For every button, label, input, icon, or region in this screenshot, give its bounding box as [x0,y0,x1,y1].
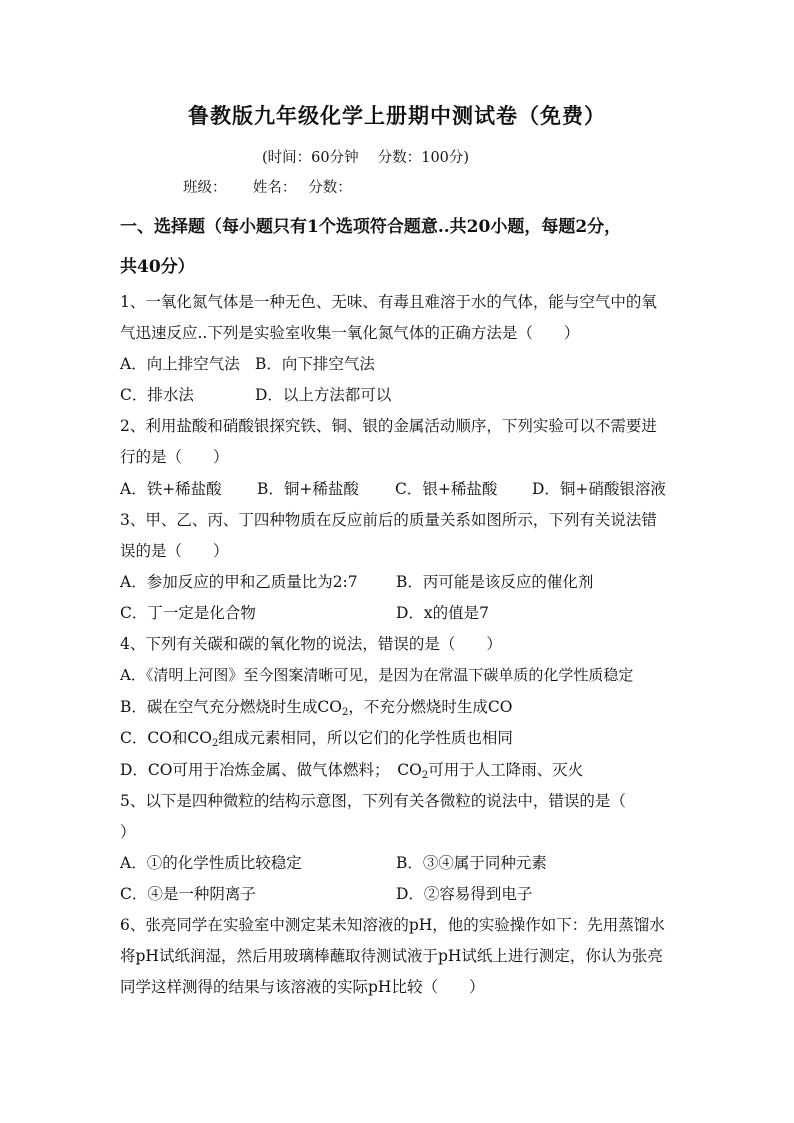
question-2-option-d: D．铜+硝酸银溶液 [532,480,666,498]
question-6-stem-line3: 同学这样测得的结果与该溶液的实际pH比较（ ） [120,978,485,996]
question-5-option-a: A．①的化学性质比较稳定 [120,854,302,872]
question-4-option-b [120,695,512,718]
question-2-stem-line1: 2、利用盐酸和硝酸银探究铁、铜、银的金属活动顺序，下列实验可以不需要进 [120,417,657,435]
question-4-option-d-pre: D．CO可用于冶炼金属、做气体燃料； CO [120,761,422,779]
question-1-option-c: C．排水法 [120,386,194,404]
question-2-option-c: C．银+稀盐酸 [395,480,498,498]
question-6-stem-line1: 6、张亮同学在实验室中测定某未知溶液的pH，他的实验操作如下：先用蒸馏水 [120,916,665,934]
question-4-option-b-post: ，不充分燃烧时生成CO [348,698,513,716]
question-1-stem-line1: 1、一氧化氮气体是一种无色、无味、有毒且难溶于水的气体，能与空气中的氧 [120,293,657,311]
question-4-option-c-post: 组成元素相同，所以它们的化学性质也相同 [218,729,513,747]
subscript-2: 2 [341,707,349,718]
question-3-stem-line1: 3、甲、乙、丙、丁四种物质在反应前后的质量关系如图所示，下列有关说法错 [120,511,657,529]
subscript-2: 2 [421,770,429,781]
question-4-option-d [120,758,583,781]
question-4-option-c-pre: C．CO和CO [120,729,212,747]
question-5-option-c: C．④是一种阴离子 [120,885,256,903]
time-score-line: (时间：60分钟 分数：100分) [262,150,470,166]
question-2-stem-line2: 行的是（ ） [120,448,229,466]
question-4-stem: 4、下列有关碳和碳的氧化物的说法，错误的是（ ） [120,635,502,653]
question-5-stem-line2: ） [120,823,136,841]
section-heading-line2: 共40分） [120,257,195,277]
question-3-option-a: A．参加反应的甲和乙质量比为2:7 [120,573,358,591]
question-3-option-b: B．丙可能是该反应的催化剂 [396,573,594,591]
question-3-stem-line2: 误的是（ ） [120,542,229,560]
question-4-option-c [120,726,513,749]
question-3-option-d: D．x的值是7 [396,604,490,622]
question-1-option-b: B．向下排空气法 [255,355,375,373]
question-2-option-b: B．铜+稀盐酸 [257,480,359,498]
question-5-option-b: B．③④属于同种元素 [396,854,547,872]
question-4-option-d-post: 可用于人工降雨、灭火 [428,761,584,779]
question-2-option-a: A．铁+稀盐酸 [120,480,222,498]
student-info-line: 班级： 姓名： 分数： [183,180,352,196]
subscript-2: 2 [212,738,219,749]
question-5-stem-line1: 5、以下是四种微粒的结构示意图，下列有关各微粒的说法中，错误的是（ [120,792,626,810]
question-1-option-d: D．以上方法都可以 [255,386,392,404]
question-3-option-c: C．丁一定是化合物 [120,604,256,622]
question-5-option-d: D．②容易得到电子 [396,885,533,903]
question-1-stem-line2: 气迅速反应..下列是实验室收集一氧化氮气体的正确方法是（ ） [120,324,580,342]
question-4-option-b-pre: B．碳在空气充分燃烧时生成CO [120,698,342,716]
exam-title: 鲁教版九年级化学上册期中测试卷（免费） [188,103,606,128]
section-heading-line1: 一、选择题（每小题只有1个选项符合题意..共20小题，每题2分， [120,217,622,237]
question-6-stem-line2: 将pH试纸润湿，然后用玻璃棒蘸取待测试液于pH试纸上进行测定，你认为张亮 [120,947,663,965]
question-1-option-a: A．向上排空气法 [120,355,240,373]
question-4-option-a: A．《清明上河图》至今图案清晰可见，是因为在常温下碳单质的化学性质稳定 [120,666,634,684]
